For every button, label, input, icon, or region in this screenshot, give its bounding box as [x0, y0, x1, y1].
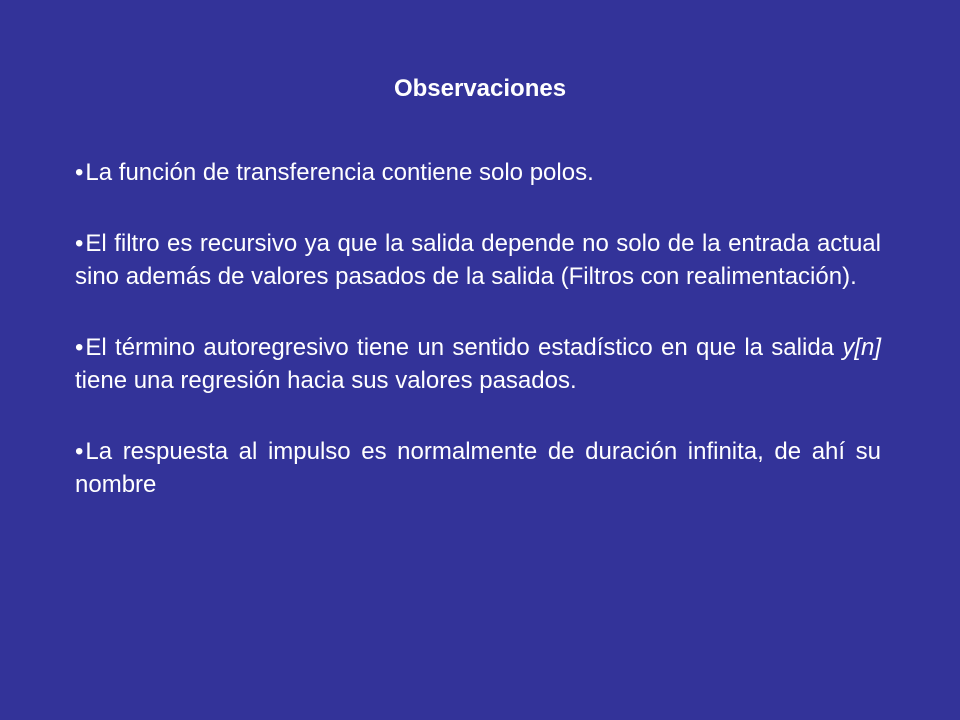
bullet-glyph: • [75, 438, 84, 465]
bullet-text: El filtro es recursivo ya que la salida depende no solo de la entrada actual sino además de valores pasados de la salida (Filtros con realimentación). [75, 230, 881, 290]
bullet-emphasis-yn: y[n] [842, 334, 881, 361]
bullet-glyph: • [75, 230, 84, 257]
bullet-item-transfer-function [75, 156, 881, 189]
bullet-item-recursive-filter [75, 227, 881, 293]
bullet-text: La función de transferencia contiene solo polos. [85, 159, 594, 186]
bullet-glyph: • [75, 159, 84, 186]
bullet-list [75, 156, 881, 539]
slide-title: Observaciones [393, 75, 567, 102]
bullet-item-autoregressive [75, 331, 881, 397]
bullet-glyph: • [75, 334, 84, 361]
bullet-item-impulse-response [75, 435, 881, 501]
bullet-text: La respuesta al impulso es normalmente de duración infinita, de ahí su nombre [75, 438, 881, 498]
bullet-text-before: El término autoregresivo tiene un sentido estadístico en que la salida [85, 334, 843, 361]
bullet-text-after: tiene una regresión hacia sus valores pasados. [75, 367, 577, 394]
